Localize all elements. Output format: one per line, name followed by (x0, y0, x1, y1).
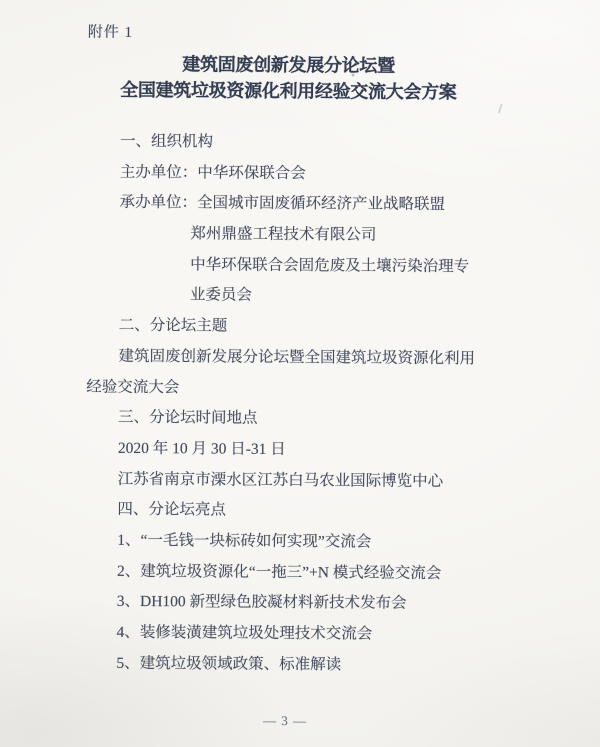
body-line-organizer-3: 中华环保联合会固危废及土壤污染治理专 (190, 256, 470, 276)
page-number: — 3 — (262, 712, 308, 729)
body-line-organizer-2: 郑州鼎盛工程技术有限公司 (190, 225, 377, 244)
body-line-highlight-2: 2、建筑垃圾资源化“一拖三”+N 模式经验交流会 (116, 562, 442, 582)
section-heading-3: 三、分论坛时间地点 (118, 409, 258, 427)
scan-artifact-dot (351, 73, 354, 76)
body-line-host-unit: 主办单位：中华环保联合会 (119, 163, 306, 182)
body-line-theme: 建筑固废创新发展分论坛暨全国建筑垃圾资源化利用 (118, 347, 476, 368)
section-heading-4: 四、分论坛亮点 (117, 501, 227, 519)
body-line-organizer-unit: 承办单位：全国城市固废循环经济产业战略联盟 (119, 194, 446, 214)
title-line-2: 全国建筑垃圾资源化利用经验交流大会方案 (120, 79, 457, 103)
body-line-venue: 江苏省南京市溧水区江苏白马农业国际博览中心 (117, 470, 444, 490)
body-line-highlight-4: 4、装修装潢建筑垃圾处理技术交流会 (116, 623, 373, 643)
body-line-date: 2020 年 10 月 30 日-31 日 (117, 439, 286, 458)
body-line-highlight-1: 1、“一毛钱一块标砖如何实现”交流会 (117, 531, 372, 551)
attachment-label: 附件 1 (87, 24, 134, 41)
document-title (0, 50, 600, 106)
section-heading-1: 一、组织机构 (119, 132, 214, 151)
body-line-organizer-3-cont: 业委员会 (189, 286, 253, 305)
document-body (0, 126, 599, 683)
body-line-highlight-5: 5、建筑垃圾领域政策、标准解读 (116, 654, 342, 674)
section-heading-2: 二、分论坛主题 (118, 316, 228, 335)
title-line-1: 建筑固废创新发展分论坛暨 (182, 54, 395, 76)
body-line-theme-cont: 经验交流大会 (86, 378, 180, 396)
body-line-highlight-3: 3、DH100 新型绿色胶凝材料新技术发布会 (116, 593, 407, 613)
